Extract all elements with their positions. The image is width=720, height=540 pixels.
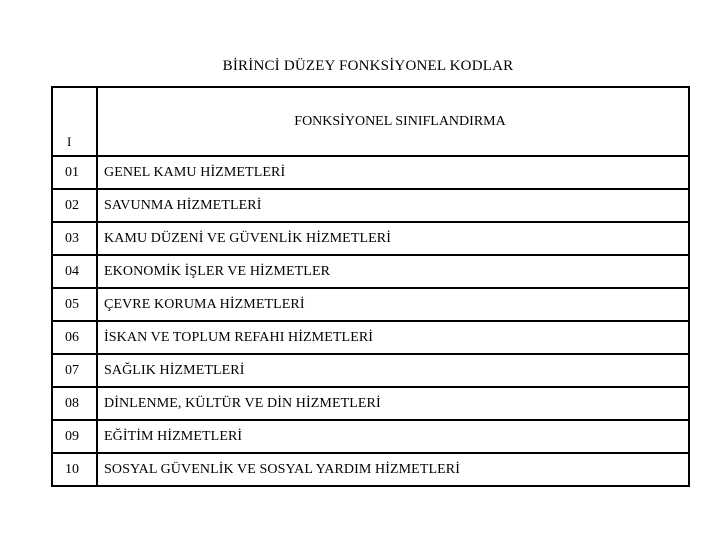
row-code: 08 <box>52 387 97 420</box>
row-name: EĞİTİM HİZMETLERİ <box>97 420 689 453</box>
table-row <box>52 354 689 387</box>
header-code-label: I <box>67 134 72 149</box>
table-row <box>52 189 689 222</box>
table-row <box>52 321 689 354</box>
header-code-cell <box>52 87 97 156</box>
row-name: DİNLENME, KÜLTÜR VE DİN HİZMETLERİ <box>97 387 689 420</box>
row-code: 06 <box>52 321 97 354</box>
table-row <box>52 156 689 189</box>
table-row <box>52 288 689 321</box>
table-row <box>52 255 689 288</box>
row-code: 05 <box>52 288 97 321</box>
header-classification-cell <box>97 87 689 156</box>
table-row <box>52 453 689 486</box>
row-code: 10 <box>52 453 97 486</box>
row-code: 04 <box>52 255 97 288</box>
row-code: 01 <box>52 156 97 189</box>
row-name: ÇEVRE KORUMA HİZMETLERİ <box>97 288 689 321</box>
table-row <box>52 387 689 420</box>
row-code: 07 <box>52 354 97 387</box>
row-name: İSKAN VE TOPLUM REFAHI HİZMETLERİ <box>97 321 689 354</box>
row-name: SAĞLIK HİZMETLERİ <box>97 354 689 387</box>
row-name: SOSYAL GÜVENLİK VE SOSYAL YARDIM HİZMETLERİ <box>97 453 689 486</box>
table-header-row <box>52 87 689 156</box>
row-name: KAMU DÜZENİ VE GÜVENLİK HİZMETLERİ <box>97 222 689 255</box>
row-code: 09 <box>52 420 97 453</box>
table-row <box>52 420 689 453</box>
row-name: GENEL KAMU HİZMETLERİ <box>97 156 689 189</box>
row-name: EKONOMİK İŞLER VE HİZMETLER <box>97 255 689 288</box>
page-title: BİRİNCİ DÜZEY FONKSİYONEL KODLAR <box>222 58 514 74</box>
row-name: SAVUNMA HİZMETLERİ <box>97 189 689 222</box>
row-code: 03 <box>52 222 97 255</box>
table-row <box>52 222 689 255</box>
row-code: 02 <box>52 189 97 222</box>
functional-codes-table <box>51 86 690 487</box>
header-classification-label: FONKSİYONEL SINIFLANDIRMA <box>294 114 506 129</box>
